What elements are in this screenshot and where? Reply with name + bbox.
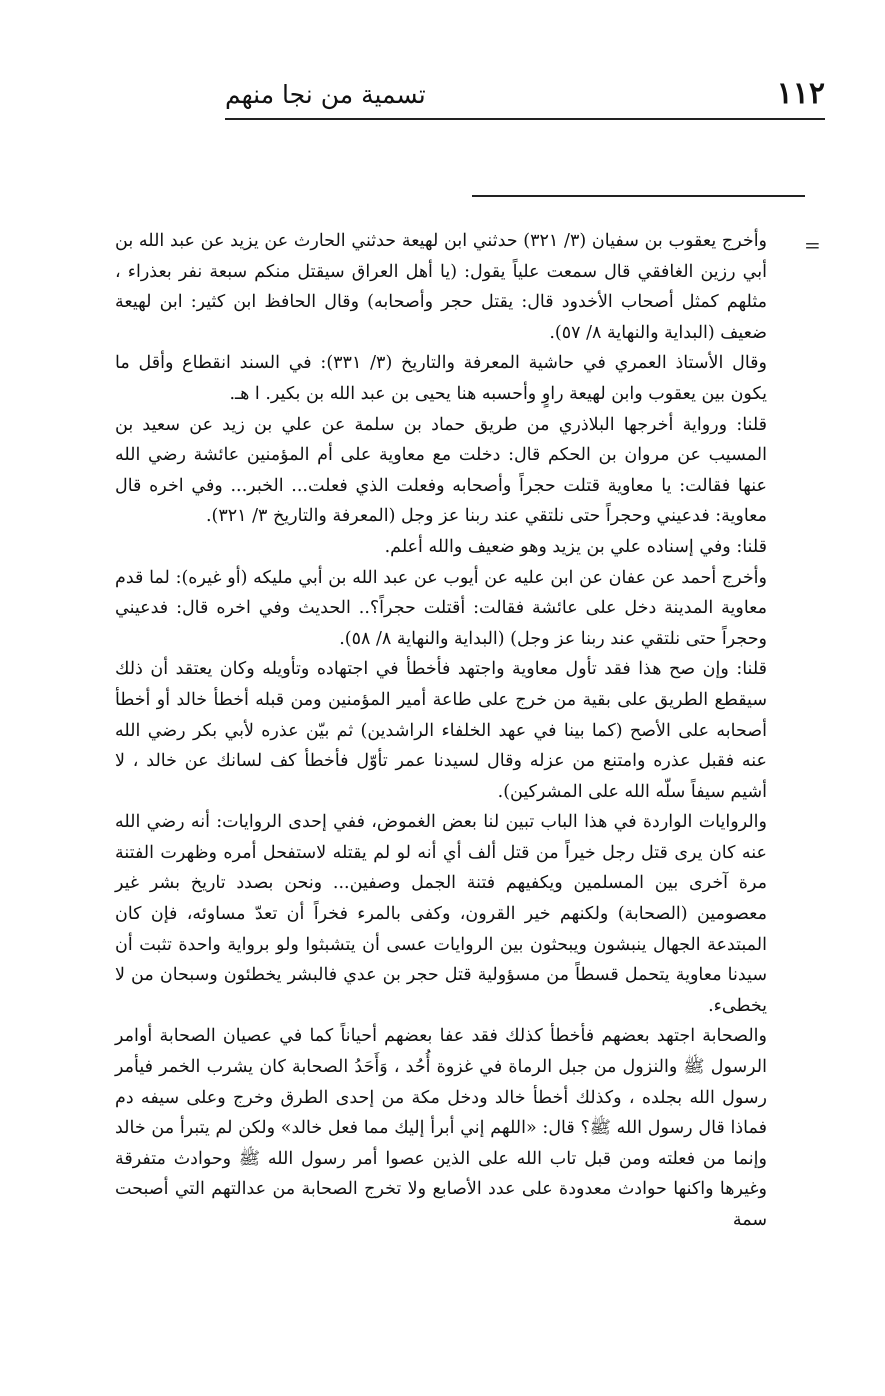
paragraph-baladhuri: قلنا: ورواية أخرجها البلاذري من طريق حماد بن سلمة عن علي بن زيد عن سعيد بن المسيب عن مروان بن الحكم قال: دخلت مع معاوية على أم المؤمنين عائشة رضي الله عنها فقالت: يا معاوية قتلت حجراً وأصحابه وفعلت الذي فعلت... الخبر... وفي اخره قال معاوية: فدعيني وحجراً حتى نلتقي عند ربنا عز وجل (المعرفة والتاريخ ٣/ ٣٢١). <box>115 414 767 527</box>
footnote-body <box>115 226 767 1236</box>
paragraph-riwayat: والروايات الواردة في هذا الباب تبين لنا بعض الغموض، ففي إحدى الروايات: أنه رضي الله عنه كان يرى قتل رجل خيراً من قتل ألف أي أنه لو لم يقتله لاستفحل أمره وظهرت الفتنة مرة آخرى بين المسلمين ويكفيهم فتنة الجمل وصفين... ونحن بصدد تاريخ بشر غير معصومين (الصحابة) ولكنهم خير القرون، وكفى بالمرء فخراً أن تعدّ مساوئه، فإن كان المبتدعة الجهال ينبشون ويبحثون بين الروايات عسى أن يتشبثوا ولو برواية واحدة تثبت أن سيدنا معاوية يتحمل قسطاً من مسؤولية قتل حجر بن عدي فالبشر يخطئون وسبحان من لا يخطىء. <box>115 812 767 1016</box>
paragraph-ahmad-riwaya: وأخرج أحمد عن عفان عن ابن عليه عن أيوب عن عبد الله بن أبي مليكه (أو غيره): لما قدم معاوية المدينة دخل على عائشة فقالت: أقتلت حجراً؟.. الحديث وفي اخره قال: فدعيني وحجراً حتى نلتقي عند ربنا عز وجل) (البداية والنهاية ٨/ ٥٨). <box>115 567 767 649</box>
paragraph-isnad-note: قلنا: وفي إسناده علي بن يزيد وهو ضعيف والله أعلم. <box>384 536 767 557</box>
continuation-mark: = <box>804 233 821 257</box>
footnote-separator <box>472 195 805 197</box>
paragraph-yaqub-riwaya: وأخرج يعقوب بن سفيان (٣/ ٣٢١) حدثني ابن لهيعة حدثني الحارث عن يزيد عن عبد الله بن أبي رزين الغافقي قال سمعت علياً يقول: (يا أهل العراق سيقتل منكم سبعة نفر بعذراء ، مثلهم كمثل أصحاب الأخدود قال: يقتل حجر وأصحابه) وقال الحافظ ابن كثير: ابن لهيعة ضعيف (البداية والنهاية ٨/ ٥٧). <box>115 231 768 343</box>
paragraph-sahaba: والصحابة اجتهد بعضهم فأخطأ كذلك فقد عفا بعضهم أحياناً كما في عصيان الصحابة أوامر الرسول ﷺ والنزول من جبل الرماة في غزوة أُحُد ، وَأَحَدُ الصحابة كان يشرب الخمر فيأمر رسول الله بجلده ، وكذلك أخطأ خالد ودخل مكة من إحدى الطرق وخرج وعلى سيفه دم فماذا قال رسول الله ﷺ؟ قال: «اللهم إني أبرأ إليك مما فعل خالد» ولكن لم يتبرأ من خالد وإنما من فعلته ومن قبل تاب الله على الذين عصوا أمر رسول الله ﷺ وحوادث متفرقة وغيرها واكنها حوادث معدودة على عدد الأصابع ولا تخرج الصحابة من عدالتهم التي أصبحت سمة <box>115 1026 767 1230</box>
chapter-title: تسمية من نجا منهم <box>225 80 426 109</box>
page-number: ١١٢ <box>776 76 825 111</box>
paragraph-umari-note: وقال الأستاذ العمري في حاشية المعرفة والتاريخ (٣/ ٣٣١): في السند انقطاع وأقل ما يكون بين يعقوب وابن لهيعة راوٍ وأحسبه هنا يحيى بن عبد الله بن بكير. ا هـ. <box>115 353 767 404</box>
paragraph-tawil: قلنا: وإن صح هذا فقد تأول معاوية واجتهد فأخطأ في اجتهاده وتأويله وكان يعتقد أن ذلك سيقطع الطريق على بقية من خرج على طاعة أمير المؤمنين ومن قبله أخطأ خالد أو أخطأ أصحابه على الأصح (كما بينا في عهد الخلفاء الراشدين) ثم بيّن عذره لأبي بكر رضي الله عنه فقبل عذره وامتنع من عزله وقال لسيدنا عمر تأوّل فأخطأ كف لسانك عن خالد ، لا أشيم سيفاً سلّه الله على المشركين). <box>115 659 767 802</box>
running-header <box>225 72 825 120</box>
